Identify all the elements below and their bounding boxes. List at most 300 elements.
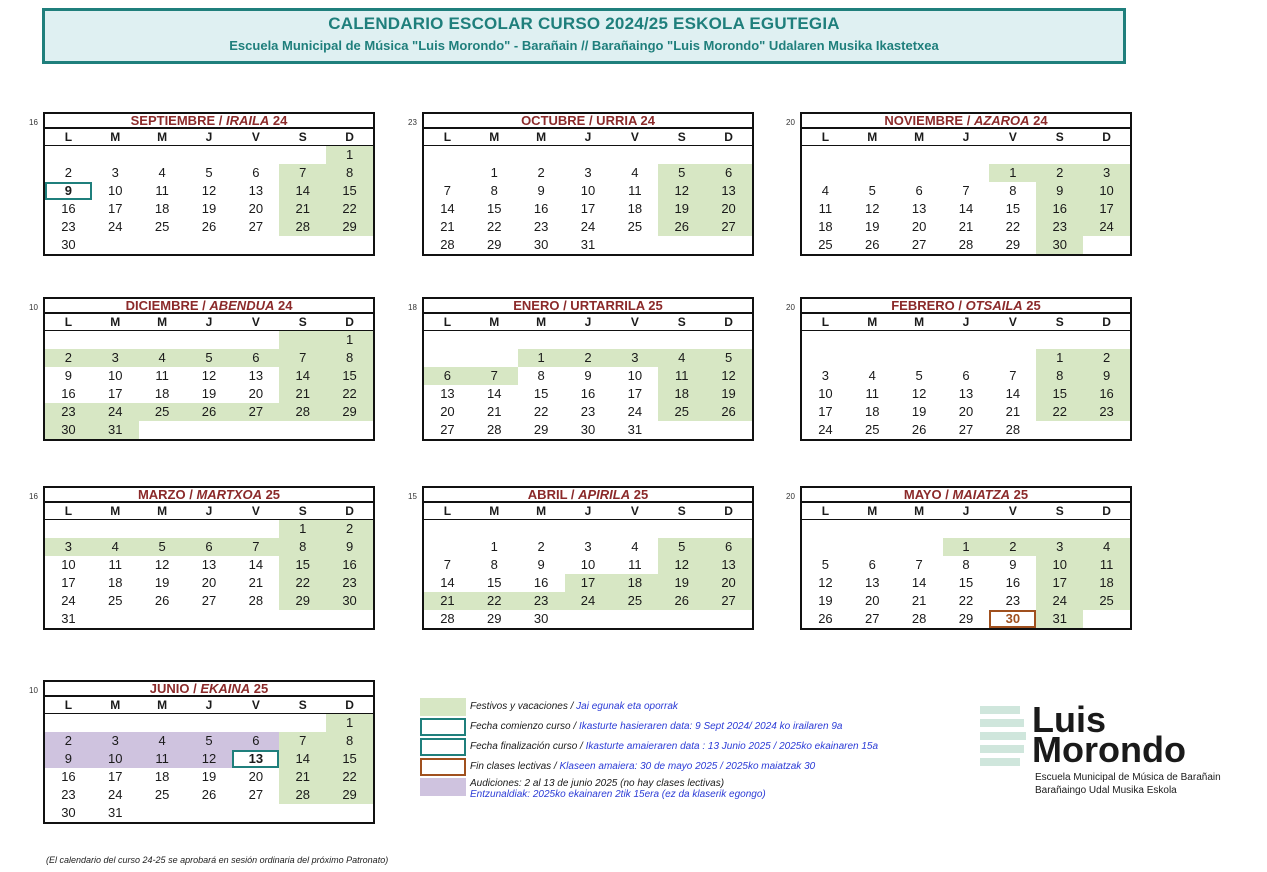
weekday-header (43, 503, 375, 520)
day-cell: 25 (108, 593, 123, 608)
day-cell: 26 (658, 592, 705, 610)
empty-cell (802, 538, 849, 556)
empty-cell (45, 714, 92, 732)
day-cell: 16 (61, 386, 76, 401)
day-cell: 10 (627, 368, 643, 383)
day-cell: 8 (490, 557, 498, 572)
month-year: 25 (644, 298, 663, 313)
day-cell: 5 (705, 349, 752, 367)
month-title (43, 297, 375, 314)
weekday-label: M (157, 130, 168, 144)
day-cell: 10 (61, 557, 76, 572)
footnote: (El calendario del curso 24-25 se aprobará en sesión ordinaria del próximo Patronato) (46, 855, 389, 865)
empty-cell (424, 331, 471, 349)
empty-cell (279, 331, 326, 349)
day-cell: 3 (92, 732, 139, 750)
empty-cell (705, 520, 752, 538)
day-cell: 29 (326, 786, 373, 804)
empty-cell (943, 164, 990, 182)
month-title (800, 112, 1132, 129)
day-cell: 25 (139, 403, 186, 421)
empty-cell (45, 520, 92, 538)
weekday-label: L (443, 315, 452, 329)
day-cell: 7 (915, 557, 923, 572)
weekday-label: V (630, 504, 639, 518)
month-year: 25 (250, 681, 269, 696)
day-cell: 13 (911, 201, 927, 216)
legend-auditions-eu: Entzunaldiak: 2025ko ekainaren 2tik 15era (ez da klaserik egongo) (470, 789, 766, 800)
day-cell: 26 (201, 219, 217, 234)
day-grid (43, 146, 375, 256)
weekday-header (43, 697, 375, 714)
empty-cell (989, 349, 1036, 367)
day-cell: 4 (139, 732, 186, 750)
day-cell: 28 (279, 403, 326, 421)
day-cell: 14 (279, 367, 326, 385)
empty-cell (232, 610, 279, 628)
day-cell: 14 (1005, 386, 1021, 401)
empty-cell (279, 146, 326, 164)
day-cell: 30 (989, 610, 1036, 628)
day-grid (422, 520, 754, 630)
weekday-label: V (630, 130, 639, 144)
empty-cell (705, 331, 752, 349)
weekday-label: L (64, 504, 73, 518)
empty-cell (139, 146, 186, 164)
day-cell: 26 (911, 422, 927, 437)
empty-cell (139, 804, 186, 822)
day-cell: 30 (533, 611, 549, 626)
week-count: 20 (786, 303, 795, 312)
weekday-label: J (205, 504, 213, 518)
day-cell: 23 (45, 403, 92, 421)
month-title (800, 297, 1132, 314)
weekday-label: L (821, 315, 830, 329)
day-cell: 24 (818, 422, 833, 437)
day-cell: 6 (868, 557, 876, 572)
day-cell: 6 (705, 164, 752, 182)
day-cell: 19 (201, 769, 217, 784)
weekday-label: J (962, 315, 970, 329)
day-cell: 9 (537, 557, 545, 572)
day-cell: 23 (1036, 218, 1083, 236)
month-year: 25 (1022, 298, 1041, 313)
logo-subtitle-1: Escuela Municipal de Música de Barañain (1035, 772, 1221, 783)
calendar-may (786, 486, 1132, 630)
day-cell: 17 (108, 386, 123, 401)
empty-cell (186, 421, 233, 439)
weekday-label: M (157, 315, 168, 329)
day-cell: 21 (958, 219, 974, 234)
month-title (800, 486, 1132, 503)
day-grid (422, 146, 754, 256)
empty-cell (611, 236, 658, 254)
day-cell: 24 (108, 787, 123, 802)
week-count: 10 (29, 303, 38, 312)
day-cell: 25 (658, 403, 705, 421)
day-cell: 15 (487, 201, 502, 216)
day-cell: 1 (490, 165, 498, 180)
weekday-header (800, 314, 1132, 331)
day-cell: 2 (537, 165, 545, 180)
empty-cell (658, 331, 705, 349)
day-cell: 20 (865, 593, 880, 608)
empty-cell (611, 331, 658, 349)
month-name: DICIEMBRE (125, 298, 199, 313)
week-count: 10 (29, 686, 38, 695)
weekday-label: S (677, 504, 686, 518)
day-cell: 1 (326, 146, 373, 164)
day-cell: 8 (1009, 183, 1017, 198)
day-cell: 6 (915, 183, 923, 198)
legend-end-classes-es: Fin clases lectivas / (470, 761, 560, 772)
day-cell: 5 (915, 368, 923, 383)
empty-cell (471, 349, 518, 367)
day-cell: 18 (611, 574, 658, 592)
week-count: 16 (29, 118, 38, 127)
day-cell: 23 (326, 574, 373, 592)
empty-cell (232, 421, 279, 439)
day-cell: 28 (279, 218, 326, 236)
empty-cell (1083, 236, 1130, 254)
month-name: JUNIO (149, 681, 190, 696)
weekday-label: L (64, 130, 73, 144)
day-cell: 15 (1005, 201, 1021, 216)
weekday-label: L (64, 315, 73, 329)
day-cell: 25 (154, 219, 170, 234)
month-title (43, 680, 375, 697)
day-cell: 9 (1009, 557, 1017, 572)
calendar-feb (786, 297, 1132, 441)
day-cell: 12 (201, 368, 217, 383)
empty-cell (943, 331, 990, 349)
empty-cell (565, 146, 612, 164)
day-cell: 25 (611, 592, 658, 610)
day-cell: 9 (45, 750, 92, 768)
empty-cell (232, 331, 279, 349)
day-cell: 13 (705, 556, 752, 574)
empty-cell (424, 146, 471, 164)
empty-cell (279, 236, 326, 254)
empty-cell (849, 520, 896, 538)
day-cell: 11 (628, 557, 642, 572)
day-cell: 1 (279, 520, 326, 538)
legend-auditions (418, 778, 978, 808)
day-cell: 23 (1083, 403, 1130, 421)
weekday-label: S (1055, 130, 1064, 144)
day-cell: 1 (1036, 349, 1083, 367)
day-cell: 10 (92, 750, 139, 768)
empty-cell (92, 520, 139, 538)
day-cell: 21 (279, 768, 326, 786)
month-title (43, 486, 375, 503)
empty-cell (326, 236, 373, 254)
day-cell: 15 (326, 367, 373, 385)
day-cell: 22 (471, 592, 518, 610)
day-cell: 8 (326, 349, 373, 367)
day-cell: 31 (1036, 610, 1083, 628)
week-count: 23 (408, 118, 417, 127)
empty-cell (1083, 520, 1130, 538)
day-cell: 8 (1036, 367, 1083, 385)
day-cell: 14 (440, 575, 455, 590)
day-cell: 12 (186, 750, 233, 768)
day-cell: 3 (584, 539, 592, 554)
empty-cell (1036, 331, 1083, 349)
weekday-header (800, 503, 1132, 520)
empty-cell (424, 164, 471, 182)
empty-cell (989, 520, 1036, 538)
day-cell: 18 (865, 404, 880, 419)
empty-cell (139, 421, 186, 439)
day-cell: 30 (45, 421, 92, 439)
day-cell: 11 (818, 201, 833, 216)
day-cell: 7 (471, 367, 518, 385)
day-cell: 12 (911, 386, 927, 401)
day-cell: 20 (911, 219, 927, 234)
month-separator: / (941, 487, 953, 502)
legend-swatch-end (420, 738, 466, 756)
weekday-label: V (251, 315, 260, 329)
month-title (422, 112, 754, 129)
weekday-label: V (1008, 504, 1017, 518)
day-cell: 14 (958, 201, 974, 216)
empty-cell (186, 236, 233, 254)
day-cell: 26 (154, 593, 170, 608)
calendar-dec (29, 297, 375, 441)
day-cell: 28 (279, 786, 326, 804)
day-cell: 6 (962, 368, 970, 383)
day-cell: 16 (1005, 575, 1021, 590)
empty-cell (658, 236, 705, 254)
month-year: 25 (630, 487, 649, 502)
month-year: 25 (1010, 487, 1029, 502)
day-cell: 11 (658, 367, 705, 385)
day-cell: 9 (326, 538, 373, 556)
empty-cell (943, 146, 990, 164)
empty-cell (279, 804, 326, 822)
day-cell: 23 (1005, 593, 1021, 608)
empty-cell (705, 146, 752, 164)
weekday-label: L (821, 130, 830, 144)
weekday-label: M (867, 315, 878, 329)
empty-cell (989, 331, 1036, 349)
empty-cell (279, 714, 326, 732)
day-cell: 28 (1005, 422, 1021, 437)
day-cell: 16 (61, 201, 76, 216)
month-separator: / (954, 298, 966, 313)
day-cell: 20 (248, 201, 264, 216)
day-cell: 11 (865, 386, 880, 401)
empty-cell (326, 804, 373, 822)
day-cell: 31 (108, 805, 123, 820)
day-cell: 2 (326, 520, 373, 538)
weekday-label: J (584, 315, 592, 329)
day-cell: 8 (537, 368, 545, 383)
day-cell: 1 (326, 331, 373, 349)
day-cell: 5 (205, 165, 213, 180)
day-cell: 27 (201, 593, 217, 608)
empty-cell (186, 610, 233, 628)
day-cell: 19 (818, 593, 833, 608)
empty-cell (186, 714, 233, 732)
empty-cell (92, 146, 139, 164)
empty-cell (802, 349, 849, 367)
legend-holidays-eu: Jai egunak eta oporrak (576, 701, 678, 712)
empty-cell (518, 146, 565, 164)
day-cell: 13 (958, 386, 974, 401)
day-cell: 3 (1036, 538, 1083, 556)
day-cell: 12 (658, 182, 705, 200)
day-cell: 13 (865, 575, 880, 590)
day-cell: 28 (958, 237, 974, 252)
weekday-label: L (443, 504, 452, 518)
day-cell: 18 (1083, 574, 1130, 592)
weekday-label: M (110, 698, 121, 712)
day-cell: 3 (111, 165, 119, 180)
legend-end-classes-eu: Klaseen amaiera: 30 de mayo 2025 / 2025ko maiatzak 30 (559, 761, 816, 772)
weekday-label: M (536, 504, 547, 518)
month-separator: / (963, 113, 974, 128)
empty-cell (232, 236, 279, 254)
empty-cell (1036, 146, 1083, 164)
day-cell: 18 (154, 201, 170, 216)
weekday-label: V (1008, 130, 1017, 144)
empty-cell (611, 520, 658, 538)
day-cell: 4 (139, 349, 186, 367)
calendar-apr (408, 486, 754, 630)
day-cell: 7 (279, 732, 326, 750)
day-cell: 11 (155, 368, 169, 383)
month-title (43, 112, 375, 129)
empty-cell (45, 146, 92, 164)
day-cell: 27 (865, 611, 880, 626)
day-cell: 13 (440, 386, 455, 401)
day-cell: 28 (440, 611, 455, 626)
day-cell: 21 (279, 200, 326, 218)
day-cell: 10 (818, 386, 833, 401)
day-cell: 19 (658, 200, 705, 218)
day-cell: 10 (108, 368, 123, 383)
day-cell: 6 (232, 732, 279, 750)
week-count: 15 (408, 492, 417, 501)
legend-end-es: Fecha finalización curso / (470, 741, 586, 752)
legend-end-classes (418, 758, 978, 776)
legend-holidays-es: Festivos y vacaciones / (470, 701, 577, 712)
day-cell: 6 (232, 349, 279, 367)
day-cell: 22 (326, 768, 373, 786)
day-cell: 14 (248, 557, 264, 572)
day-cell: 29 (1005, 237, 1021, 252)
weekday-label: M (914, 504, 925, 518)
day-cell: 24 (92, 403, 139, 421)
day-cell: 22 (958, 593, 974, 608)
weekday-label: D (724, 130, 733, 144)
day-cell: 25 (865, 422, 880, 437)
legend-holidays (418, 698, 978, 716)
legend-swatch-start (420, 718, 466, 736)
weekday-label: J (584, 504, 592, 518)
day-cell: 15 (487, 575, 502, 590)
empty-cell (232, 146, 279, 164)
day-cell: 29 (279, 592, 326, 610)
day-cell: 22 (1036, 403, 1083, 421)
day-cell: 10 (108, 183, 123, 198)
day-cell: 6 (424, 367, 471, 385)
month-name: ENERO / URTARRILA (513, 298, 645, 313)
day-cell: 26 (658, 218, 705, 236)
day-cell: 21 (911, 593, 927, 608)
day-cell: 9 (1083, 367, 1130, 385)
month-name-basque: MAIATZA (952, 487, 1011, 502)
day-cell: 16 (1036, 200, 1083, 218)
day-cell: 15 (1036, 385, 1083, 403)
day-cell: 29 (958, 611, 974, 626)
day-cell: 24 (565, 592, 612, 610)
day-grid (43, 714, 375, 824)
empty-cell (849, 538, 896, 556)
week-count: 18 (408, 303, 417, 312)
day-cell: 3 (611, 349, 658, 367)
day-grid (43, 331, 375, 441)
weekday-header (422, 129, 754, 146)
day-cell: 5 (658, 164, 705, 182)
calendar-sep (29, 112, 375, 256)
day-cell: 24 (1036, 592, 1083, 610)
legend-end-eu: Ikasturte amaieraren data : 13 Junio 2025 / 2025ko ekainaren 15a (585, 741, 879, 752)
day-cell: 20 (201, 575, 217, 590)
day-cell: 5 (186, 732, 233, 750)
empty-cell (1083, 146, 1130, 164)
day-cell: 27 (958, 422, 974, 437)
day-cell: 1 (490, 539, 498, 554)
weekday-label: D (345, 698, 354, 712)
day-cell: 18 (658, 385, 705, 403)
day-cell: 4 (1083, 538, 1130, 556)
empty-cell (279, 610, 326, 628)
month-name-basque: MARTXOA (196, 487, 262, 502)
day-cell: 25 (818, 237, 833, 252)
day-cell: 19 (658, 574, 705, 592)
day-cell: 11 (155, 183, 169, 198)
day-cell: 1 (943, 538, 990, 556)
month-title (422, 486, 754, 503)
day-cell: 22 (487, 219, 502, 234)
page-subtitle: Escuela Municipal de Música "Luis Morondo" - Barañain // Barañaingo "Luis Morondo" Udalaren Musika Ikastetxea (229, 38, 939, 53)
day-cell: 12 (865, 201, 880, 216)
empty-cell (139, 331, 186, 349)
day-cell: 24 (1083, 218, 1130, 236)
empty-cell (1036, 421, 1083, 439)
empty-cell (518, 520, 565, 538)
day-cell: 4 (158, 165, 166, 180)
month-year: 24 (274, 298, 293, 313)
day-cell: 24 (580, 219, 596, 234)
weekday-header (43, 129, 375, 146)
day-cell: 18 (154, 769, 170, 784)
day-cell: 27 (911, 237, 927, 252)
empty-cell (471, 520, 518, 538)
month-year: 24 (269, 113, 288, 128)
weekday-label: V (1008, 315, 1017, 329)
weekday-label: D (724, 504, 733, 518)
weekday-label: D (1102, 315, 1111, 329)
empty-cell (896, 520, 943, 538)
empty-cell (896, 331, 943, 349)
empty-cell (471, 146, 518, 164)
day-cell: 10 (1036, 556, 1083, 574)
weekday-label: M (536, 130, 547, 144)
